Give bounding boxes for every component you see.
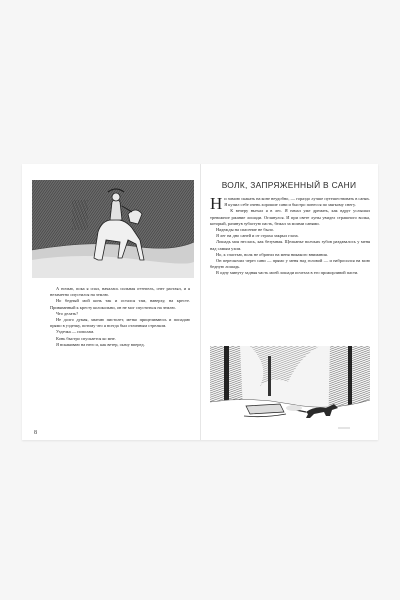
- paragraph: Не долго думая, хватаю пистолет, метко прицеливаюсь и попадаю прямо в уздечку, потому что я всегда был отличным стрелком.: [50, 317, 190, 329]
- right-page-text: [210, 196, 370, 277]
- wolf-sleigh-illustration: [210, 346, 370, 432]
- paragraph: Что делать?: [56, 310, 79, 316]
- first-paragraph: [210, 194, 370, 213]
- paragraph: Уздечка — пополам.: [56, 329, 95, 335]
- chapter-title: ВОЛК, ЗАПРЯЖЕННЫЙ В САНИ: [221, 180, 357, 190]
- page-fold: [200, 164, 201, 440]
- paragraph: Я вскакиваю на него и, как ветер, скачу вперед.: [56, 341, 145, 347]
- horse-on-steeple-illustration: [32, 180, 194, 278]
- paragraph-text: и зимою скакать на коне неудобно, — гораздо лучше путешествовать в санях. Я купил себе очень хорошие сани и быстро понесся по мягкому снегу.: [224, 196, 370, 208]
- paragraph: Я лег на дно саней и от страха закрыл глаза.: [216, 233, 299, 239]
- paragraph: В одну минуту задняя часть моей лошади исчезла в его прожорливой пасти.: [216, 270, 359, 276]
- paragraph: Надежды на спасение не было.: [216, 227, 275, 233]
- paragraph: Он перескочил через сани — прямо у меня над головой — и набросился на мою бедную лошадь.: [210, 258, 370, 270]
- drop-cap: Н: [210, 194, 223, 213]
- paragraph: Но бедный мой конь так и остался там, наверху, на кресте. Привязанный к кресту колокольни, он не мог спуститься на землю.: [50, 298, 190, 310]
- paragraph: Лошадь моя неслась, как безумная. Щелканье волчьих зубов раздавалось у меня над самым ухом.: [210, 239, 370, 251]
- page-number: 8: [34, 430, 37, 436]
- paragraph: Но, к счастью, волк не обратил на меня никакого внимания.: [216, 251, 328, 257]
- paragraph: А ночью, пока я спал, началась сильная оттепель, снег растаял, и я незаметно опустился на землю.: [50, 286, 190, 298]
- paragraph: Конь быстро спускается ко мне.: [56, 335, 116, 341]
- paragraph: К вечеру въехал я в лес. Я начал уже дремать, как вдруг услышал тревожное ржание лошади. Оглянулся. И при свете луны увидел страшного волка, который, разинув зубастую пасть, бежал за моими санями.: [210, 208, 370, 226]
- left-page-text: [50, 286, 190, 348]
